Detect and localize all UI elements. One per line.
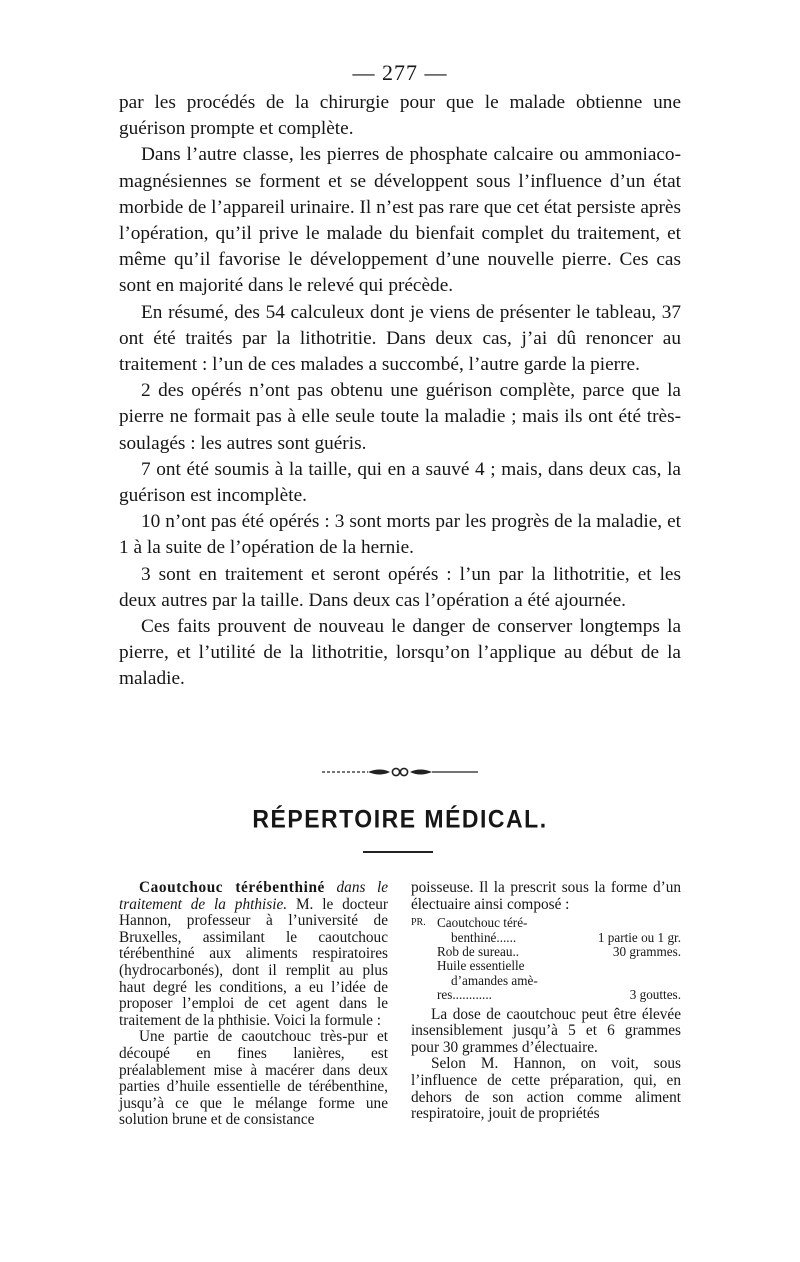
- formula-quantity: 30 grammes.: [612, 944, 681, 959]
- paragraph: En résumé, des 54 calculeux dont je viens de présenter le tableau, 37 ont été traités par la lithotritie. Dans deux cas, j’ai dû renoncer au traitement : l’un de ces malades a succombé, l’autre garde la pierre.: [119, 301, 681, 376]
- paragraph: 10 n’ont pas été opérés : 3 sont morts par les progrès de la maladie, et 1 à la suite de l’opération de la hernie.: [119, 511, 681, 559]
- paragraph: 2 des opérés n’ont pas obtenu une guérison complète, parce que la pierre ne formait pas à elle seule toute la maladie ; mais ils ont été très-soulagés : les autres sont guéris.: [119, 380, 681, 454]
- main-text: [119, 90, 681, 693]
- entry-paragraph-2: Une partie de caoutchouc très-pur et découpé en fines lanières, est préalablement mise à macérer dans deux parties d’huile essentielle de térébenthine, jusqu’à ce que le mélange forme une solution brune et de consistance: [119, 1028, 388, 1129]
- page-number: — 277 —: [352, 60, 448, 85]
- right-column: [411, 880, 681, 1123]
- paragraph: par les procédés de la chirurgie pour que le malade obtienne une guérison prompte et complète.: [119, 92, 681, 140]
- paragraph: 7 ont été soumis à la taille, qui en a sauvé 4 ; mais, dans deux cas, la guérison est incomplète.: [119, 458, 681, 507]
- right-paragraph-3: Selon M. Hannon, on voit, sous l’influence de cette préparation, qui, en dehors de son action comme aliment respiratoire, jouit de propriétés: [411, 1055, 681, 1123]
- entry-subtitle: dans le traitement de la phthisie.: [119, 879, 389, 913]
- formula-ingredient: Rob de sureau..: [437, 944, 520, 959]
- entry-intro: M. le docteur Hannon, professeur à l’université de Bruxelles, assimilant le caoutchouc térébenthiné aux aliments respiratoires (hydrocarbonés), dont il remplit au plus haut degré les conditions, a eu l’idée de proposer l’emploi de cet agent dans le traitement de la phthisie. Voici la formule :: [119, 895, 389, 1029]
- formula-quantity: 1 partie ou 1 gr.: [597, 929, 681, 945]
- formula-line: Caoutchouc téré-: [437, 915, 528, 931]
- section-title: RÉPERTOIRE MÉDICAL.: [252, 804, 548, 833]
- entry-paragraph: [119, 880, 388, 1029]
- left-column: [119, 880, 388, 1129]
- formula-ingredient: benthiné......: [451, 929, 517, 945]
- entry-title: Caoutchouc térébenthiné: [139, 879, 325, 896]
- right-paragraph-2: La dose de caoutchouc peut être élevée insensiblement jusqu’à 5 et 6 grammes pour 30 grammes d’électuaire.: [411, 1005, 681, 1056]
- paragraph: Ces faits prouvent de nouveau le danger de conserver longtemps la pierre, et l’utilité de la lithotritie, lorsqu’on l’applique au début de la maladie.: [119, 616, 681, 690]
- formula-prefix: PR.: [411, 917, 426, 929]
- formula-quantity: 3 gouttes.: [629, 987, 681, 1003]
- formula: [411, 916, 681, 1002]
- paragraph: 3 sont en traitement et seront opérés : l’un par la lithotritie, et les deux autres par la taille. Dans deux cas l’opération a été ajournée.: [119, 563, 681, 611]
- paragraph: Dans l’autre classe, les pierres de phosphate calcaire ou ammoniaco-magnésiennes se forment et se développent sous l’influence d’un état morbide de l’appareil urinaire. Il n’est pas rare que cet état persiste après l’opération, qu’il prive le malade du bienfait complet du traitement, et même qu’il favorise le développement d’une nouvelle pierre. Ces cas sont en majorité dans le relevé qui précède.: [119, 144, 681, 297]
- ornament-divider: [320, 763, 480, 781]
- formula-ingredient: res............: [437, 987, 492, 1003]
- title-rule: [363, 851, 433, 853]
- formula-line: d’amandes amè-: [451, 972, 538, 988]
- formula-line: Huile essentielle: [437, 958, 525, 974]
- right-intro: poisseuse. Il la prescrit sous la forme d’un électuaire ainsi composé :: [411, 879, 681, 913]
